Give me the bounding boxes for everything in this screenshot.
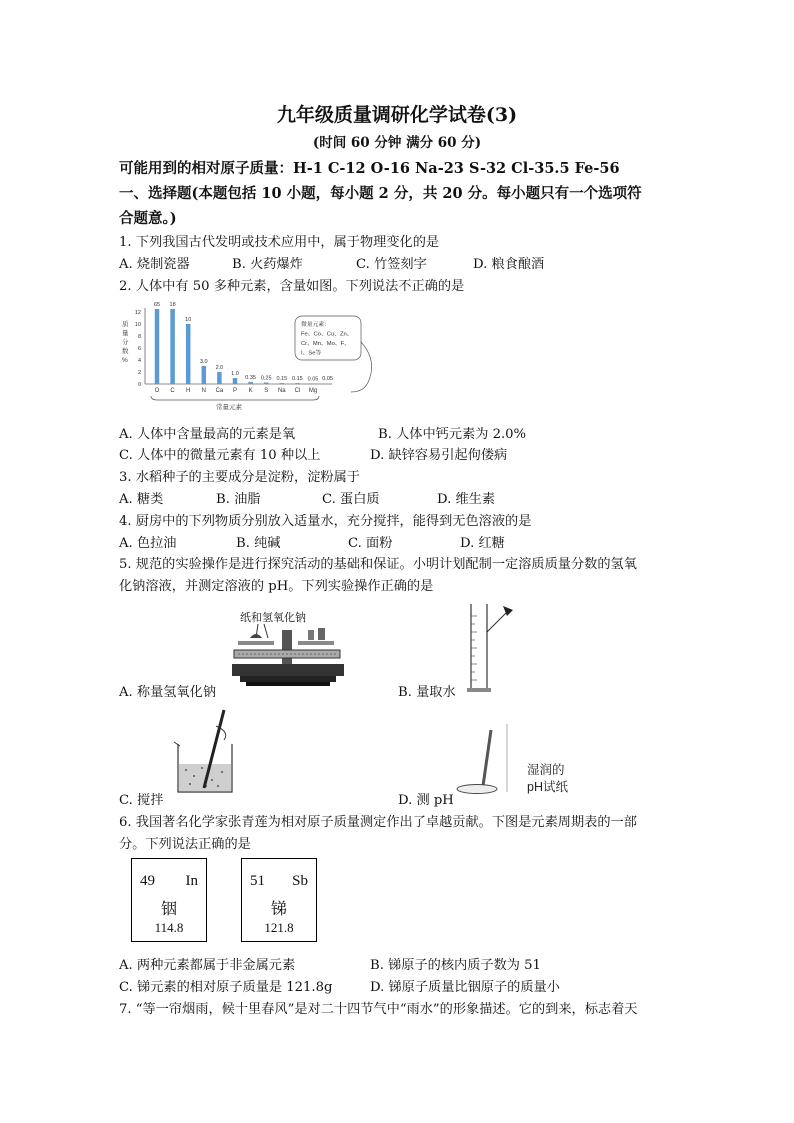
- bar-value-label: 10: [185, 317, 192, 323]
- ph-label-line2: pH试纸: [527, 780, 568, 794]
- q4-stem: 4. 厨房中的下列物质分别放入适量水，充分搅拌，能得到无色溶液的是: [119, 514, 532, 529]
- bar-P: [233, 378, 238, 384]
- q5-option-d[interactable]: D. 测 pH: [398, 793, 454, 808]
- balance-weighing-image: [228, 608, 348, 698]
- category-label: S: [264, 388, 269, 394]
- element-name: 锑: [270, 899, 287, 918]
- bar-K: [248, 382, 253, 384]
- bar-value-label: 0.05: [307, 376, 319, 383]
- atomic-mass: 121.8: [264, 920, 294, 935]
- category-label: Na: [277, 388, 286, 394]
- bar-C: [170, 309, 175, 384]
- q6-stem: 6. 我国著名化学家张青莲为相对原子质量测定作出了卓越贡献。下图是元素周期表的一部: [119, 815, 637, 830]
- q6-option-b[interactable]: B. 锑原子的核内质子数为 51: [370, 958, 541, 973]
- element-name: 铟: [160, 899, 177, 918]
- element-card-antimony: [241, 858, 317, 942]
- y-tick-label: 6: [137, 346, 141, 352]
- q4-option-d[interactable]: D. 红糖: [460, 536, 505, 551]
- q5-option-a[interactable]: A. 称量氢氧化钠: [119, 685, 217, 700]
- category-label: P: [232, 388, 238, 394]
- q3-option-c[interactable]: C. 蛋白质: [322, 492, 380, 507]
- y-axis-label: %: [122, 357, 128, 364]
- element-content-chart: [119, 300, 384, 415]
- y-axis-label: 质: [122, 321, 129, 328]
- q3-option-b[interactable]: B. 油脂: [216, 492, 261, 507]
- bar-value-label: 0.15: [276, 376, 288, 383]
- q1-option-d[interactable]: D. 粮食酿酒: [473, 257, 545, 272]
- exam-subtitle: (时间 60 分钟 满分 60 分): [312, 135, 482, 151]
- ph-label-line1: 湿润的: [527, 763, 565, 777]
- bar-value-label: 2.0: [215, 365, 224, 371]
- y-tick-label: 8: [137, 334, 141, 340]
- q2-option-d[interactable]: D. 缺锌容易引起佝偻病: [370, 448, 508, 463]
- bar-Cl: [295, 383, 300, 384]
- q2-option-a[interactable]: A. 人体中含量最高的元素是氧: [119, 427, 296, 442]
- y-tick-label: 12: [134, 310, 141, 316]
- bar-value-label: 0.15: [292, 376, 303, 383]
- major-elements-bracket: [151, 396, 319, 400]
- bar-value-label: 1.0: [231, 371, 239, 377]
- section-heading: 一、选择题(本题包括 10 小题，每小题 2 分，共 20 分。每小题只有一个选项符: [119, 185, 642, 202]
- y-tick-label: 0: [137, 382, 141, 388]
- bar-value-label: 65: [153, 302, 161, 308]
- q1-option-a[interactable]: A. 烧制瓷器: [119, 257, 190, 272]
- category-label: Ca: [215, 388, 224, 394]
- callout-line: 微量元素：: [301, 322, 330, 328]
- element-card-indium: [131, 858, 207, 942]
- q1-option-b[interactable]: B. 火药爆炸: [232, 257, 303, 272]
- category-label: C: [170, 388, 175, 394]
- bar-Na: [280, 383, 285, 384]
- category-label: Cl: [294, 388, 301, 394]
- section-heading-cont: 合题意。): [119, 210, 177, 227]
- x-axis-label: 常量元素: [216, 404, 242, 411]
- beaker-stirring-image: [172, 706, 242, 796]
- element-symbol: Sb: [292, 873, 308, 889]
- bar-S: [264, 383, 269, 385]
- callout-line: Cr、Mn、Mo、F、: [301, 341, 350, 347]
- callout-line: Fe、Co、Cu、Zn、: [301, 331, 353, 338]
- bar-O: [155, 309, 160, 384]
- q5-option-b[interactable]: B. 量取水: [398, 685, 456, 700]
- q5-stem: 5. 规范的实验操作是进行探究活动的基础和保证。小明计划配制一定溶质质量分数的氢氧: [119, 557, 637, 572]
- bar-H: [186, 324, 191, 384]
- category-label: K: [248, 388, 253, 394]
- q5-stem-cont: 化钠溶液，并测定溶液的 pH。下列实验操作正确的是: [119, 579, 434, 594]
- bar-N: [202, 366, 207, 384]
- q2-stem: 2. 人体中有 50 多种元素，含量如图。下列说法不正确的是: [119, 279, 465, 294]
- page-title: 九年级质量调研化学试卷(3): [276, 104, 518, 126]
- category-label: N: [201, 388, 206, 394]
- y-tick-label: 10: [134, 322, 141, 328]
- bar-Ca: [217, 372, 222, 384]
- q4-option-c[interactable]: C. 面粉: [348, 536, 393, 551]
- q1-option-c[interactable]: C. 竹签刻字: [356, 257, 427, 272]
- bar-value-label: 0.25: [260, 375, 272, 382]
- bar-value-label: 18: [169, 302, 176, 308]
- atomic-number: 51: [250, 873, 265, 889]
- bar-Mg: [311, 383, 316, 384]
- y-axis-label: 量: [122, 330, 129, 337]
- y-axis-label: 数: [122, 348, 129, 355]
- y-axis-label: 分: [122, 339, 129, 346]
- y-tick-label: 4: [137, 358, 141, 364]
- q6-option-d[interactable]: D. 锑原子质量比铟原子的质量小: [370, 980, 560, 995]
- callout-line: I、Se等: [301, 350, 322, 357]
- bar-value-label: 3.0: [199, 359, 208, 365]
- q2-option-c[interactable]: C. 人体中的微量元素有 10 种以上: [119, 448, 321, 463]
- q7-stem: 7. “等一帘烟雨，候十里春风”是对二十四节气中“雨水”的形象描述。它的到来，标志着天: [119, 1002, 638, 1017]
- q6-option-a[interactable]: A. 两种元素都属于非金属元素: [119, 958, 296, 973]
- q1-stem: 1. 下列我国古代发明或技术应用中，属于物理变化的是: [119, 235, 440, 250]
- atomic-mass: 114.8: [154, 920, 184, 935]
- atomic-masses-line: 可能用到的相对原子质量：H-1 C-12 O-16 Na-23 S-32 Cl-35.5 Fe-56: [119, 160, 620, 177]
- y-tick-label: 2: [137, 370, 141, 376]
- graduated-cylinder-image: [463, 604, 523, 694]
- scale-label: 纸和氢氧化钠: [240, 612, 306, 624]
- extra-value-label: 0.05: [322, 376, 333, 382]
- q5-option-c[interactable]: C. 搅拌: [119, 793, 164, 808]
- ph-test-image: [455, 722, 585, 798]
- q3-option-a[interactable]: A. 糖类: [119, 492, 164, 507]
- category-label: O: [154, 388, 160, 394]
- q4-option-a[interactable]: A. 色拉油: [119, 536, 177, 551]
- bar-value-label: 0.35: [245, 374, 256, 381]
- element-symbol: In: [185, 873, 198, 889]
- atomic-number: 49: [140, 873, 155, 889]
- category-label: Mg: [308, 388, 318, 394]
- q4-option-b[interactable]: B. 纯碱: [236, 536, 281, 551]
- q6-stem-cont: 分。下列说法正确的是: [119, 837, 251, 852]
- q2-option-b[interactable]: B. 人体中钙元素为 2.0%: [378, 427, 527, 442]
- q3-stem: 3. 水稻种子的主要成分是淀粉，淀粉属于: [119, 470, 360, 485]
- q3-option-d[interactable]: D. 维生素: [437, 492, 496, 507]
- q6-option-c[interactable]: C. 锑元素的相对原子质量是 121.8g: [119, 980, 333, 995]
- category-label: H: [186, 388, 191, 394]
